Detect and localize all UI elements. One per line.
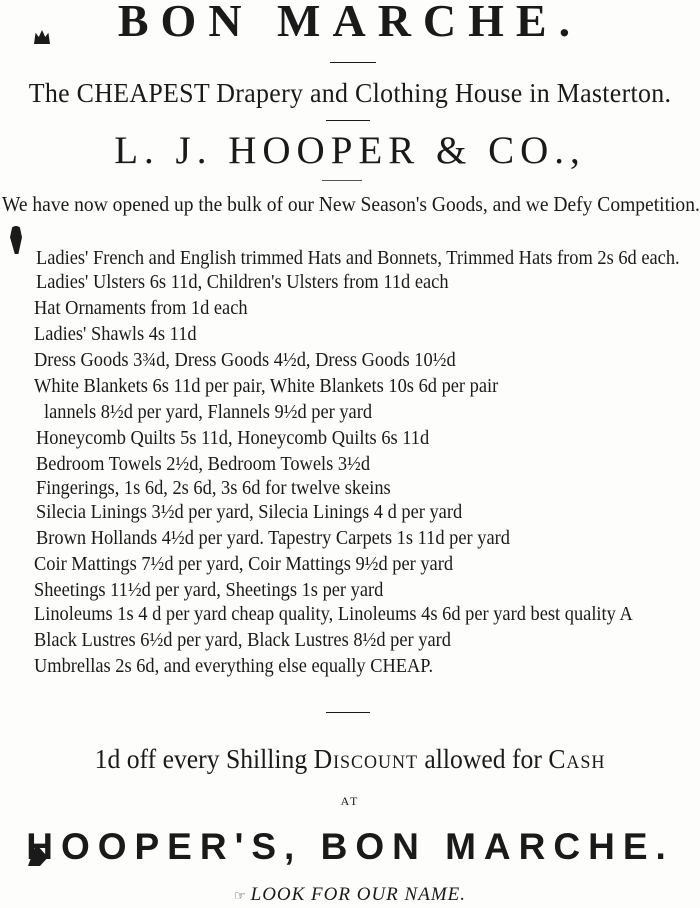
divider: [326, 712, 370, 713]
list-item: Black Lustres 6½d per yard, Black Lustres 8½d per yard: [34, 629, 451, 651]
discount-line: [18, 744, 683, 775]
pointing-hand-icon: ☞: [233, 888, 247, 903]
list-item: Linoleums 1s 4 d per yard cheap quality, Linoleums 4s 6d per yard best quality A: [34, 603, 633, 625]
intro-line: We have now opened up the bulk of our New Season's Goods, and we Defy Competition.: [2, 192, 700, 216]
list-item: Ladies' Shawls 4s 11d: [34, 323, 197, 345]
list-item: Ladies' French and English trimmed Hats and Bonnets, Trimmed Hats from 2s 6d each.: [36, 247, 680, 269]
list-item: Silecia Linings 3½d per yard, Silecia Linings 4 d per yard: [36, 501, 463, 523]
list-item: White Blankets 6s 11d per pair, White Blankets 10s 6d per pair: [34, 375, 499, 397]
divider: [330, 62, 376, 63]
firm-name: L. J. HOOPER & CO.,: [114, 129, 586, 172]
discount-word: Discount: [313, 744, 418, 774]
list-item: Dress Goods 3¾d, Dress Goods 4½d, Dress Goods 10½d: [34, 349, 456, 371]
pointing-hand-icon: [10, 226, 22, 254]
list-item: Brown Hollands 4½d per yard. Tapestry Carpets 1s 11d per yard: [36, 527, 510, 549]
list-item: Honeycomb Quilts 5s 11d, Honeycomb Quilts 6s 11d: [36, 427, 430, 449]
list-item: Umbrellas 2s 6d, and everything else equally CHEAP.: [34, 655, 434, 677]
look-text: LOOK FOR OUR NAME.: [250, 884, 467, 905]
list-item: Coir Mattings 7½d per yard, Coir Mattings 9½d per yard: [34, 553, 454, 575]
divider: [326, 120, 370, 121]
list-item: Sheetings 11½d per yard, Sheetings 1s per yard: [34, 579, 384, 601]
list-item: lannels 8½d per yard, Flannels 9½d per yard: [44, 401, 373, 423]
subtitle: The CHEAPEST Drapery and Clothing House in Masterton.: [28, 78, 672, 108]
look-line: [0, 884, 700, 906]
list-item: Fingerings, 1s 6d, 2s 6d, 3s 6d for twelve skeins: [36, 477, 391, 499]
list-item: Bedroom Towels 2½d, Bedroom Towels 3½d: [36, 453, 371, 475]
cash-word: Cash: [548, 744, 606, 774]
shop-name: HOOPER'S, BON MARCHE.: [26, 826, 674, 867]
at-label: AT: [340, 794, 360, 808]
page-title: BON MARCHE.: [117, 0, 583, 46]
divider: [322, 180, 362, 181]
discount-text-mid: allowed for: [417, 744, 549, 774]
list-item: Hat Ornaments from 1d each: [34, 297, 248, 319]
list-item: Ladies' Ulsters 6s 11d, Children's Ulsters from 11d each: [36, 271, 449, 293]
discount-text: 1d off every Shilling: [94, 744, 314, 774]
